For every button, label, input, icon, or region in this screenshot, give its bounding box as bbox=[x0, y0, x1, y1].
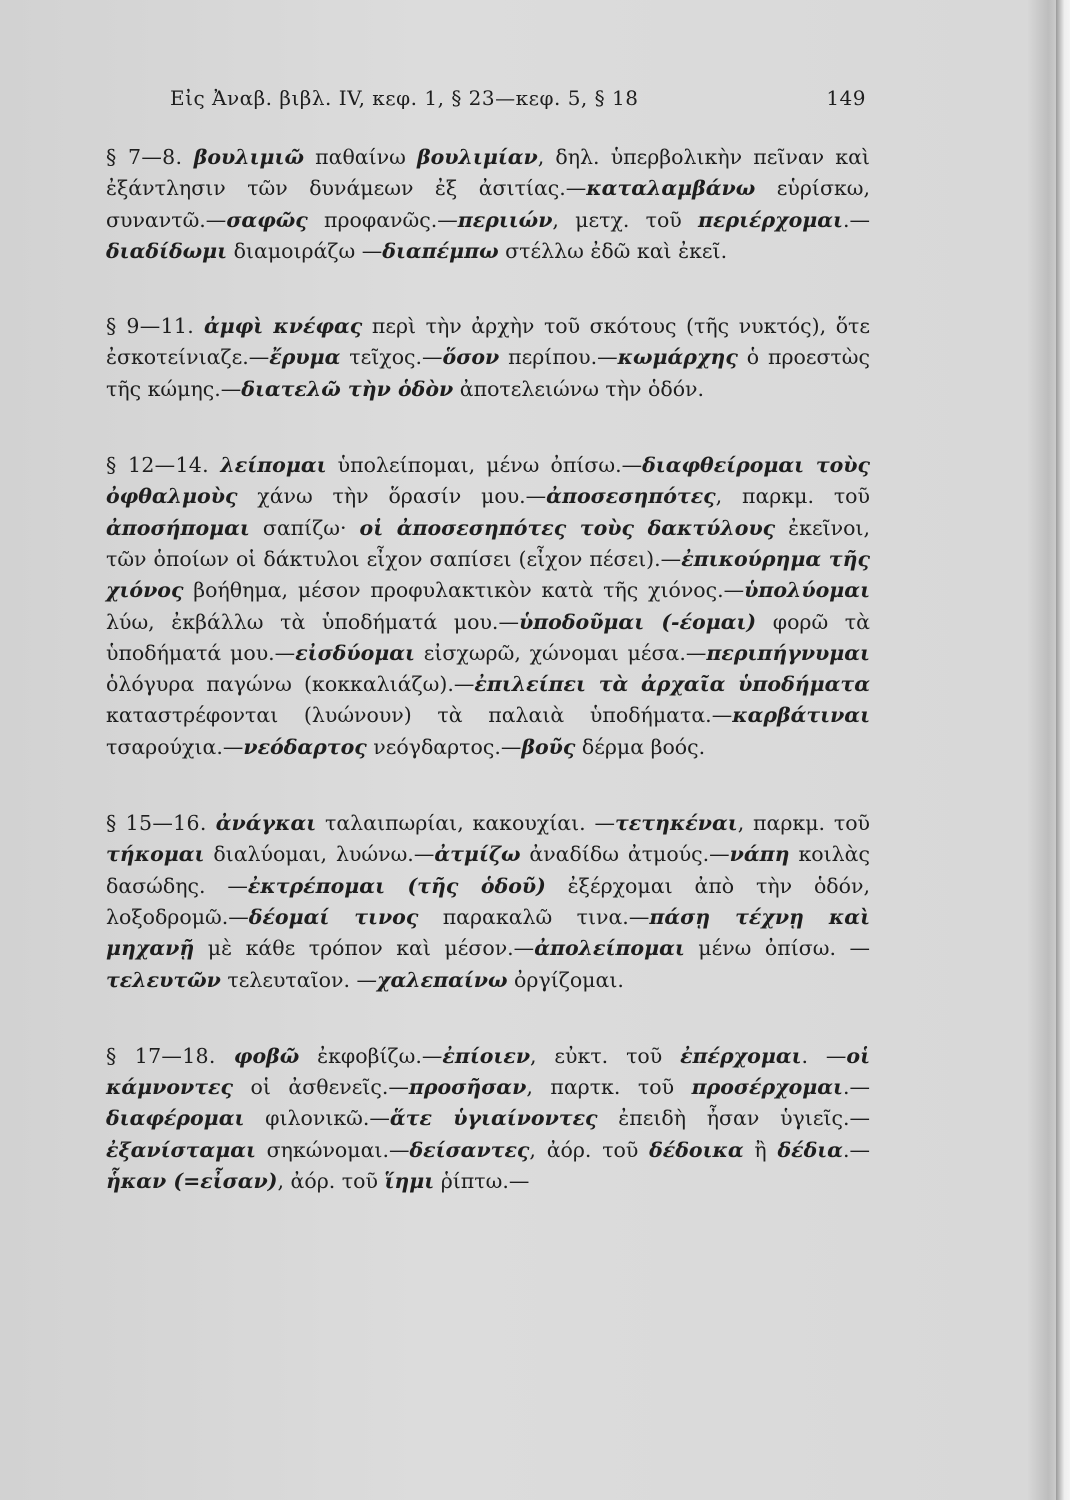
gloss-text: . — bbox=[801, 1043, 847, 1068]
gloss-text: τελευταῖον. — bbox=[220, 967, 377, 992]
lemma-term: προσῆσαν bbox=[408, 1075, 527, 1100]
section-number: § 17—18. bbox=[106, 1043, 234, 1068]
gloss-text: , μετχ. τοῦ bbox=[552, 207, 698, 232]
gloss-text: , παρκμ. τοῦ bbox=[715, 484, 870, 509]
lemma-term: περιπήγνυμαι bbox=[706, 640, 870, 665]
lemma-term: ἐξανίσταμαι bbox=[106, 1137, 256, 1162]
gloss-text: ἐκφοβίζω.— bbox=[299, 1043, 443, 1068]
gloss-text: οἱ ἀσθενεῖς.— bbox=[233, 1075, 409, 1100]
gloss-text: μὲ κάθε τρόπον καὶ μέσον.— bbox=[194, 936, 535, 961]
gloss-text: κοιλὰς δασώδης. — bbox=[106, 842, 870, 898]
lemma-term: νεόδαρτος bbox=[243, 734, 367, 759]
lemma-term: λείπομαι bbox=[220, 453, 327, 478]
gloss-text: διαμοιράζω — bbox=[227, 238, 383, 263]
paragraph-15-16 bbox=[106, 808, 870, 996]
gloss-text: ἐπειδὴ ἦσαν ὑγιεῖς.— bbox=[597, 1106, 870, 1131]
gloss-text: τσαρούχια.— bbox=[106, 734, 244, 759]
paragraph-9-11 bbox=[106, 311, 870, 405]
gloss-text: φορῶ τὰ ὑποδήματά μου.— bbox=[106, 609, 870, 665]
section-number: § 12—14. bbox=[106, 453, 221, 478]
gloss-text: , ἀόρ. τοῦ bbox=[277, 1169, 385, 1194]
lemma-term: ἀτμίζω bbox=[434, 842, 521, 867]
lemma-term: βουλιμίαν bbox=[417, 145, 538, 169]
lemma-term: βοῦς bbox=[521, 734, 576, 759]
gloss-text: ὑπολείπομαι, μένω ὀπίσω.— bbox=[326, 453, 643, 478]
lemma-term: οἱ κάμνοντες bbox=[106, 1043, 870, 1100]
gloss-text: .— bbox=[842, 1137, 870, 1162]
lemma-term: ἐπιλείπει τὰ ἀρχαῖα ὑποδήματα bbox=[474, 672, 870, 697]
gloss-text: ἀναδίδω ἀτμούς.— bbox=[520, 842, 730, 867]
gloss-text: σαπίζω· bbox=[249, 515, 360, 540]
lemma-term: χαλεπαίνω bbox=[376, 967, 508, 992]
lemma-term: ἅτε ὑγιαίνοντες bbox=[389, 1106, 598, 1131]
lemma-term: φοβῶ bbox=[233, 1043, 300, 1068]
gloss-text: βοήθημα, μέσον προφυλακτικὸν κατὰ τῆς χιόνος.— bbox=[183, 578, 745, 603]
gloss-text: περὶ τὴν ἀρχὴν τοῦ σκότους (τῆς νυκτός), ὅτε ἐσκοτείνιαζε.— bbox=[106, 314, 871, 370]
paragraph-12-14 bbox=[106, 450, 870, 763]
lemma-term: ἐκτρέπομαι (τῆς ὁδοῦ) bbox=[247, 873, 546, 898]
lemma-term: ὅσον bbox=[442, 345, 500, 370]
lemma-term: ἀνάγκαι bbox=[215, 811, 317, 836]
gloss-text: , παρτκ. τοῦ bbox=[526, 1075, 692, 1100]
section-number: § 9—11. bbox=[106, 314, 204, 339]
gloss-text: προφανῶς.— bbox=[307, 207, 458, 232]
lemma-term: ἵημι bbox=[384, 1169, 435, 1194]
lemma-term: καρβάτιναι bbox=[732, 703, 870, 728]
lemma-term: δέδια bbox=[777, 1137, 843, 1162]
page-edge bbox=[1056, 0, 1070, 1500]
lemma-term: ἀπολείπομαι bbox=[534, 936, 685, 961]
lemma-term: διαφθείρομαι τοὺς ὀφθαλμοὺς bbox=[106, 453, 871, 509]
lemma-term: περιέρχομαι bbox=[697, 207, 843, 232]
gloss-text: τεῖχος.— bbox=[340, 345, 443, 370]
gloss-text: δέρμα βοός. bbox=[575, 734, 706, 759]
running-header bbox=[170, 86, 870, 110]
lemma-term: σαφῶς bbox=[226, 207, 308, 232]
gloss-text: ταλαιπωρίαι, κακουχίαι. — bbox=[316, 811, 615, 836]
gloss-text: , δηλ. ὑπερβολικὴν πεῖναν καὶ ἐξάντλησιν τῶν δυνάμεων ἐξ ἀσιτίας.— bbox=[106, 145, 870, 201]
gloss-text: ὀργίζομαι. bbox=[507, 967, 624, 992]
lemma-term: ἀποσήπομαι bbox=[106, 515, 250, 540]
lemma-term: διαφέρομαι bbox=[106, 1106, 245, 1131]
lemma-term: διαπέμπω bbox=[382, 238, 499, 263]
gloss-text: περίπου.— bbox=[499, 345, 618, 370]
lemma-term: ἐπικούρημα τῆς χιόνος bbox=[106, 546, 870, 603]
lemma-term: εἰσδύομαι bbox=[295, 640, 415, 665]
gloss-text: ῥίπτω.— bbox=[434, 1169, 530, 1194]
gloss-text: ὁλόγυρα παγώνω (κοκκαλιάζω).— bbox=[106, 672, 475, 697]
lemma-term: τήκομαι bbox=[106, 842, 205, 867]
lemma-term: τετηκέναι bbox=[614, 811, 738, 836]
gloss-text: παρακαλῶ τινα.— bbox=[418, 904, 650, 929]
gloss-text: λύω, ἐκβάλλω τὰ ὑποδήματά μου.— bbox=[106, 609, 519, 634]
gloss-text: , παρκμ. τοῦ bbox=[737, 811, 871, 836]
paragraph-7-8 bbox=[106, 142, 870, 267]
lemma-term: βουλιμιῶ bbox=[193, 145, 304, 169]
lemma-term: δέομαί τινος bbox=[248, 904, 419, 929]
lemma-term: οἱ ἀποσεσηπότες τοὺς δακτύλους bbox=[359, 515, 776, 540]
lemma-term: ἔρυμα bbox=[269, 345, 341, 370]
lemma-term: διαδίδωμι bbox=[106, 238, 228, 263]
gloss-text: σηκώνομαι.— bbox=[255, 1137, 410, 1162]
lemma-term: ἐπίοιεν bbox=[442, 1043, 531, 1068]
lemma-term: περιιών bbox=[457, 207, 553, 232]
page-body bbox=[106, 142, 870, 1242]
lemma-term: πάσῃ τέχνῃ καὶ μηχανῇ bbox=[106, 904, 870, 961]
lemma-term: δείσαντες bbox=[409, 1137, 530, 1162]
paragraph-17-18 bbox=[106, 1041, 870, 1197]
lemma-term: ὑποδοῦμαι (-έομαι) bbox=[518, 609, 757, 634]
lemma-term: ἧκαν (=εἶσαν) bbox=[106, 1169, 278, 1194]
gloss-text: , εὐκτ. τοῦ bbox=[530, 1043, 681, 1068]
running-title: Εἰς Ἀναβ. βιβλ. IV, κεφ. 1, § 23—κεφ. 5, § 18 bbox=[170, 86, 639, 110]
gloss-text: εὑρίσκω, συναντῶ.— bbox=[106, 176, 870, 232]
gloss-text: παθαίνω bbox=[304, 145, 418, 169]
lemma-term: ἀμφὶ κνέφας bbox=[203, 314, 363, 339]
lemma-term: καταλαμβάνω bbox=[586, 176, 756, 201]
lemma-term: τελευτῶν bbox=[106, 967, 221, 992]
gloss-text: φιλονικῶ.— bbox=[244, 1106, 390, 1131]
gloss-text: διαλύομαι, λυώνω.— bbox=[204, 842, 435, 867]
gloss-text: ἐκεῖνοι, τῶν ὁποίων οἱ δάκτυλοι εἶχον σαπίσει (εἶχον πέσει).— bbox=[106, 515, 870, 571]
page-number: 149 bbox=[826, 86, 866, 110]
gloss-text: .— bbox=[842, 207, 870, 232]
gloss-text: χάνω τὴν ὅρασίν μου.— bbox=[237, 484, 547, 509]
gloss-text: , ἀόρ. τοῦ bbox=[529, 1137, 650, 1162]
gloss-text: ἢ bbox=[743, 1137, 778, 1162]
gloss-text: καταστρέφονται (λυώνουν) τὰ παλαιὰ ὑποδήματα.— bbox=[106, 703, 733, 728]
lemma-term: διατελῶ τὴν ὁδὸν bbox=[241, 376, 454, 401]
gloss-text: .— bbox=[842, 1075, 870, 1100]
section-number: § 7—8. bbox=[106, 145, 194, 169]
lemma-term: ἀποσεσηπότες bbox=[546, 484, 716, 509]
gloss-text: ἀποτελειώνω τὴν ὁδόν. bbox=[453, 376, 705, 401]
lemma-term: προσέρχομαι bbox=[691, 1075, 843, 1100]
gloss-text: μένω ὀπίσω. — bbox=[684, 936, 870, 961]
gloss-text: νεόγδαρτος.— bbox=[366, 734, 522, 759]
section-number: § 15—16. bbox=[106, 811, 216, 836]
gloss-text: ὁ προεστὼς τῆς κώμης.— bbox=[106, 345, 871, 401]
gloss-text: στέλλω ἐδῶ καὶ ἐκεῖ. bbox=[498, 238, 728, 263]
lemma-term: κωμάρχης bbox=[617, 345, 738, 370]
gloss-text: εἰσχωρῶ, χώνομαι μέσα.— bbox=[414, 640, 707, 665]
gloss-text: ἐξέρχομαι ἀπὸ τὴν ὁδόν, λοξοδρομῶ.— bbox=[106, 873, 870, 929]
lemma-term: νάπη bbox=[729, 842, 790, 867]
lemma-term: ὑπολύομαι bbox=[744, 578, 870, 603]
lemma-term: δέδοικα bbox=[649, 1137, 744, 1162]
lemma-term: ἐπέρχομαι bbox=[680, 1043, 802, 1068]
